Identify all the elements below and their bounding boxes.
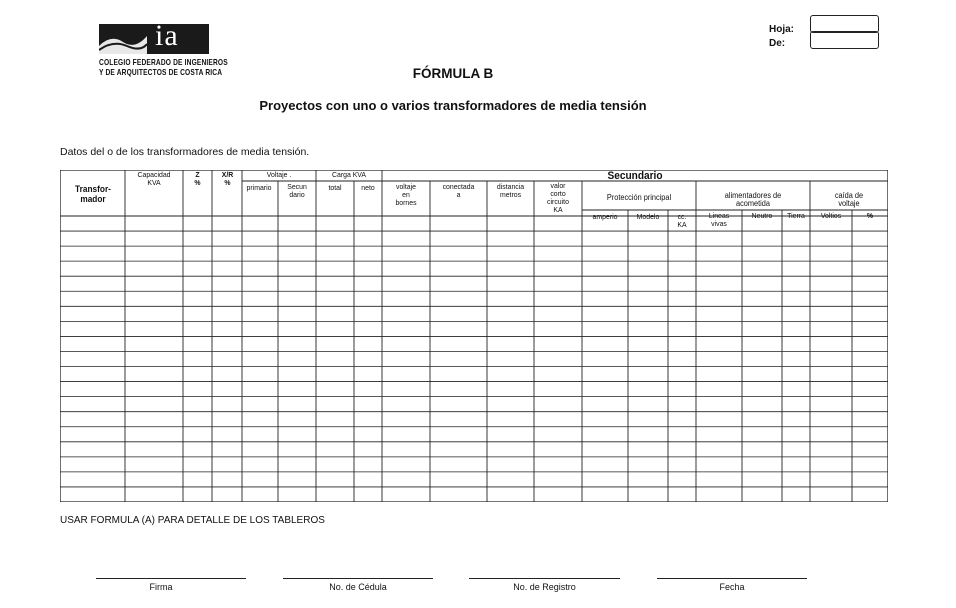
header-distancia: distancia metros [496,182,525,199]
registro-line[interactable] [469,578,620,579]
header-neutro: Neutro [751,211,773,220]
firma-label: Firma [149,582,173,592]
header-conectada: conectada a [442,182,475,199]
note-text: USAR FORMULA (A) PARA DETALLE DE LOS TABLEROS [60,515,325,526]
header-alimentadores: alimentadores de acometida [724,191,782,208]
header-secundario: Secun dario [287,182,307,199]
header-voltios: Voltios [820,211,842,220]
header-pct: % [866,211,874,220]
header-carga: Carga KVA [331,170,367,179]
header-tierra: Tierra [787,211,805,220]
form-subtitle: Proyectos con uno o varios transformadores de media tensión [259,98,647,113]
form-title: FÓRMULA B [412,66,494,81]
header-amperio: amperio [592,212,618,221]
section-label: Datos del o de los transformadores de media tensión. [60,146,310,158]
header-total: total [328,183,342,192]
fecha-line[interactable] [657,578,807,579]
hoja-label: Hoja: [769,24,794,35]
fecha-label: Fecha [719,582,745,592]
header-capacidad: Capacidad KVA [137,170,171,187]
logo-mark-text: ia [155,19,179,52]
header-transformador: Transfor- mador [75,184,111,204]
header-lineas-vivas: Lineas vivas [708,211,730,228]
header-primario: primario [246,183,272,192]
logo-line-2: Y DE ARQUITECTOS DE COSTA RICA [99,67,223,77]
logo-line-1: COLEGIO FEDERADO DE INGENIEROS [99,57,228,67]
header-cc-ka: cc. KA [677,212,687,229]
header-secundario-group: Secundario [607,170,663,182]
registro-label: No. de Registro [513,582,576,592]
header-neto: neto [361,183,375,192]
header-z: Z % [194,170,201,187]
logo [99,19,209,54]
cedula-line[interactable] [283,578,433,579]
header-voltaje-bornes: voltaje en bornes [395,182,417,207]
cedula-label: No. de Cédula [329,582,387,592]
logo-wave-icon [99,24,147,54]
header-valor-corto: valor corto circuito KA [547,181,569,214]
header-xr: X/R % [221,170,234,187]
de-field[interactable] [810,31,879,49]
firma-line[interactable] [96,578,246,579]
de-label: De: [769,38,786,49]
header-modelo: Modelo [636,212,660,221]
header-caida: caída de voltaje [834,191,864,208]
header-voltaje: Voltaje . [266,170,292,179]
header-proteccion: Protección principal [606,193,672,202]
transformer-table [60,170,888,502]
